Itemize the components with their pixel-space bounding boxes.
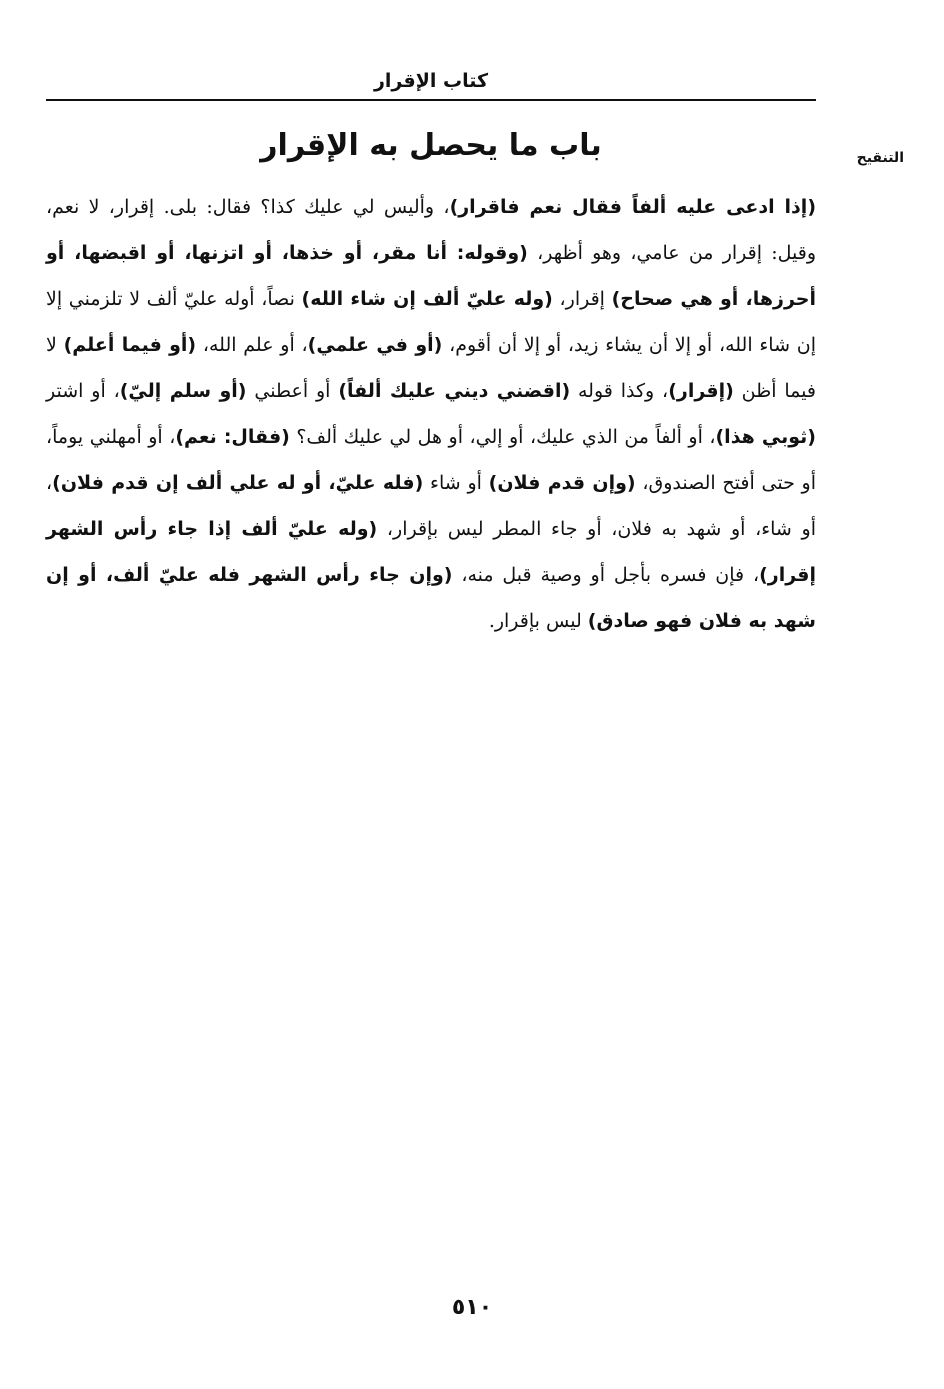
commentary-segment: ، فإن فسره بأجل أو وصية قبل منه،: [452, 564, 760, 586]
header-divider: [46, 99, 816, 101]
commentary-segment: ، أو اشتر: [46, 380, 120, 402]
matn-segment: (وله عليّ ألف إن شاء الله): [301, 288, 553, 310]
matn-segment: (فقال: نعم): [175, 426, 290, 448]
commentary-segment: نصاً، أوله عليّ ألف لا تلزمني إلا إن شاء الله، أو إلا أن يشاء زيد، أو إلا أن أقوم،: [46, 288, 816, 356]
commentary-segment: لا فيما أظن: [46, 334, 816, 402]
matn-segment: (وله عليّ ألف إذا جاء رأس الشهر إقرار): [46, 518, 817, 586]
commentary-segment: ، أو شاء، أو شهد به فلان، أو جاء المطر ليس بإقرار،: [46, 472, 816, 540]
matn-segment: (وإن جاء رأس الشهر فله عليّ ألف، أو إن شهد به فلان فهو صادق): [46, 564, 816, 632]
matn-segment: (إقرار): [668, 380, 734, 402]
commentary-segment: ، وأليس لي عليك كذا؟ فقال: بلى. إقرار، لا نعم، وقيل: إقرار من عامي، وهو أظهر،: [46, 196, 817, 264]
matn-segment: (أو سلم إليّ): [119, 380, 247, 402]
commentary-segment: ، أو ألفاً من الذي عليك، أو إلي، أو هل لي عليك ألف؟: [289, 426, 716, 448]
commentary-segment: ، أو علم الله،: [196, 334, 308, 356]
matn-segment: (وإن قدم فلان): [488, 472, 636, 494]
running-header: كتاب الإقرار: [373, 70, 489, 92]
matn-segment: (ثوبي هذا): [715, 426, 816, 448]
matn-segment: (وقوله: أنا مقر، أو خذها، أو اتزنها، أو اقبضها، أو أحرزها، أو هي صحاح): [46, 242, 817, 310]
commentary-segment: أو شاء: [423, 472, 489, 494]
commentary-segment: ، وكذا قوله: [570, 380, 669, 402]
matn-segment: (أو في علمي): [307, 334, 443, 356]
matn-segment: (أو فيما أعلم): [63, 334, 197, 356]
body-paragraph: [46, 184, 816, 644]
matn-segment: (إذا ادعى عليه ألفاً فقال نعم فاقرار): [449, 196, 817, 218]
page-number: ٥١٠: [451, 1295, 493, 1320]
commentary-segment: إقرار،: [552, 288, 612, 310]
commentary-segment: ليس بإقرار.: [488, 610, 588, 632]
matn-segment: (فله عليّ، أو له علي ألف إن قدم فلان): [52, 472, 424, 494]
chapter-title: باب ما يحصل به الإقرار: [260, 128, 602, 163]
commentary-segment: أو أعطني: [246, 380, 339, 402]
matn-segment: (اقضني ديني عليك ألفاً): [338, 380, 571, 402]
commentary-segment: ، أو أمهلني يوماً، أو حتى أفتح الصندوق،: [46, 426, 817, 494]
margin-note: التنقيح: [856, 150, 904, 166]
